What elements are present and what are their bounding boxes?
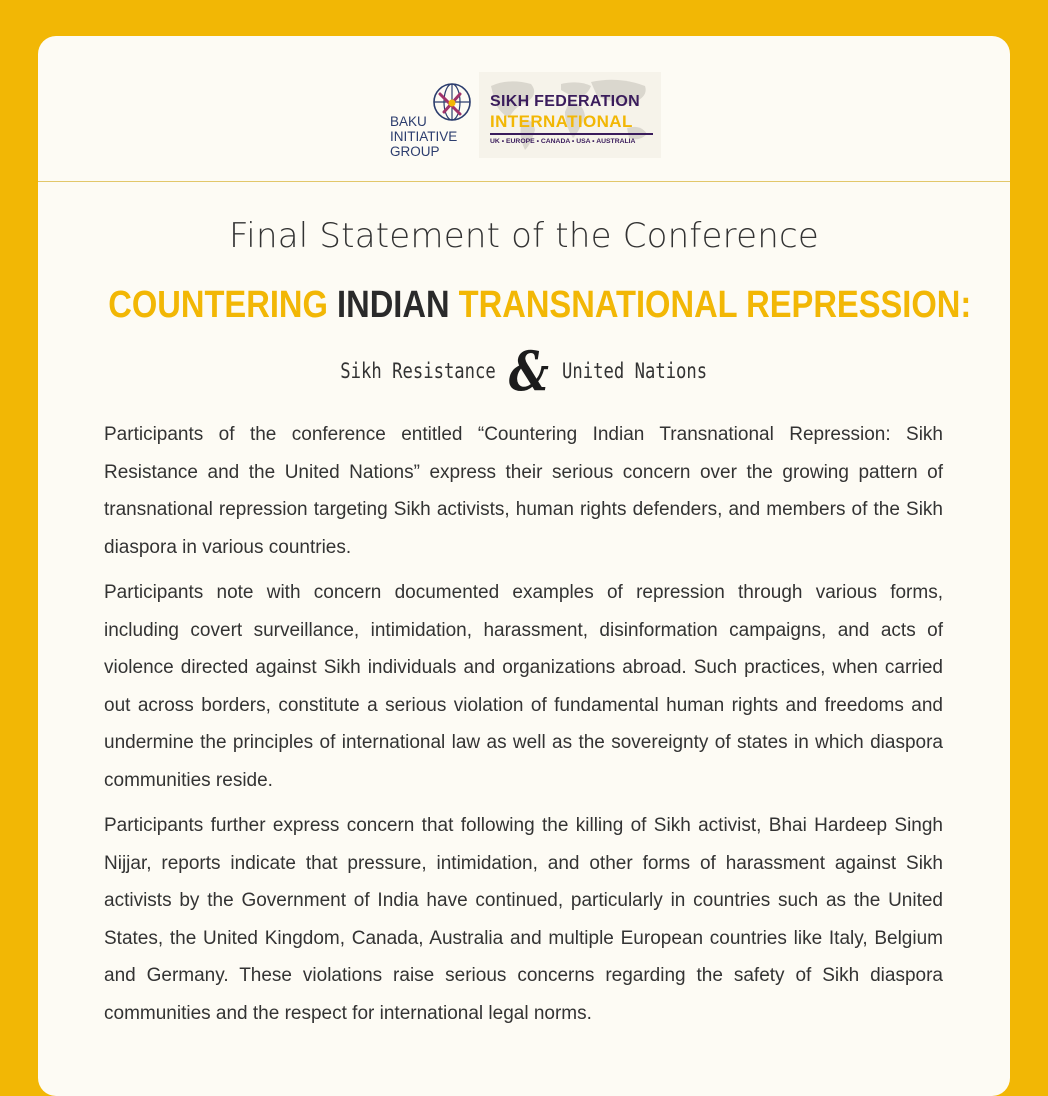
baku-line-1: BAKU: [390, 114, 427, 129]
subtitle-sikh-resistance: Sikh Resistance: [340, 359, 497, 383]
page-subtitle-final-statement: Final Statement of the Conference: [229, 216, 819, 256]
body-paragraph-3: Participants further express concern that following the killing of Sikh activist, Bhai Hardeep Singh Nijjar, reports indicate that pressure, intimidation, and other forms of harassment against Sikh activists by the Government of India have continued, particularly in countries such as the United States, the United Kingdom, Canada, Australia and multiple European countries like Italy, Belgium and Germany. These violations raise serious concerns regarding the safety of Sikh diaspora communities and the respect for international legal norms.: [104, 815, 943, 1024]
sfi-title-line-2: INTERNATIONAL: [490, 112, 633, 131]
conference-subtitle: [38, 339, 1010, 403]
sfi-title-line-1: SIKH FEDERATION: [490, 93, 640, 110]
baku-initiative-group-logo: [390, 80, 490, 160]
baku-logo-text: [390, 114, 457, 159]
title-part-countering: COUNTERING: [108, 284, 328, 326]
body-paragraph-2: Participants note with concern documented examples of repression through various forms, including covert surveillance, intimidation, harassment, disinformation campaigns, and acts of violence directed against Sikh individuals and organizations abroad. Such practices, when carried out across borders, constitute a serious violation of fundamental human rights and freedoms and undermine the principles of international law as well as the sovereignty of states in which diaspora communities reside.: [104, 582, 943, 791]
statement-card: [38, 36, 1010, 1096]
sikh-federation-logo: [479, 72, 661, 158]
sfi-regions: UK • EUROPE • CANADA • USA • AUSTRALIA: [490, 138, 636, 145]
subtitle-united-nations: United Nations: [562, 359, 708, 383]
title-part-repression: TRANSNATIONAL REPRESSION:: [458, 284, 972, 326]
baku-line-3: GROUP: [390, 144, 440, 159]
title-part-indian: INDIAN: [337, 284, 450, 326]
conference-title: [38, 284, 1010, 327]
statement-body: [104, 416, 943, 1040]
sfi-rule: [490, 133, 653, 135]
baku-line-2: INITIATIVE: [390, 129, 458, 144]
body-paragraph-1: Participants of the conference entitled “Countering Indian Transnational Repression: Sikh Resistance and the United Nations” express their serious concern over the growing pattern of transnational repression targeting Sikh activists, human rights defenders, and members of the Sikh diaspora in various countries.: [104, 424, 943, 558]
ampersand-glyph: &: [509, 339, 550, 403]
header-divider: [38, 181, 1010, 182]
logo-header: [38, 36, 1010, 182]
